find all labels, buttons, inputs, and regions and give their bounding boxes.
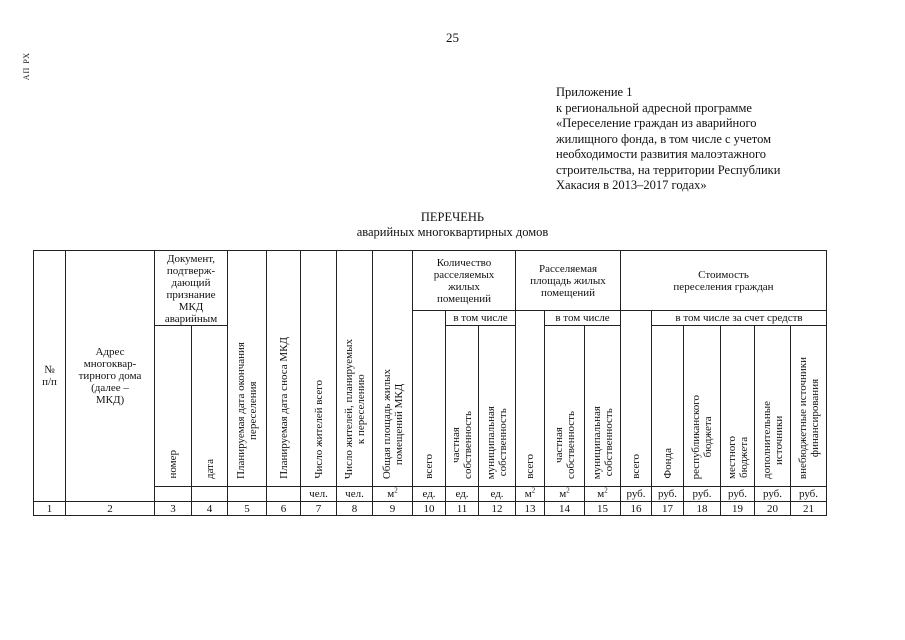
column-number: 3 [155,502,192,516]
column-number: 10 [413,502,446,516]
column-number: 11 [446,502,479,516]
page-number: 25 [446,30,459,45]
unit-count-total: ед. [413,487,446,502]
column-number: 1 [34,502,66,516]
column-number: 21 [791,502,827,516]
column-number: 16 [621,502,652,516]
column-number-row [34,502,827,516]
header-area-group: Расселяемая площадь жилых помещений [516,251,621,311]
unit-cost-offbudget: руб. [791,487,827,502]
title-main: ПЕРЕЧЕНЬ [420,210,485,224]
column-number: 2 [66,502,155,516]
appendix-line: «Переселение граждан из аварийного [556,116,757,130]
header-doc-date: дата [192,326,228,487]
unit-count-private: ед. [446,487,479,502]
header-cost-local: местного бюджета [721,326,755,487]
unit-planned-residents: чел. [337,487,373,502]
column-number: 18 [684,502,721,516]
header-num: № п/п [34,251,66,502]
appendix-line: Приложение 1 [556,85,633,99]
unit-area-total: $м^2$ [516,487,545,502]
header-doc-number: номер [155,326,192,487]
appendix-block [556,85,780,194]
header-count-private: частная собственность [446,326,479,487]
header-area-total: всего [516,311,545,487]
header-cost-additional: дополнительные источники [755,326,791,487]
header-area-municipal: муниципальная собственность [585,326,621,487]
header-cost-republic: республиканского бюджета [684,326,721,487]
header-count-total: всего [413,311,446,487]
column-number: 15 [585,502,621,516]
appendix-line: жилищного фонда, в том числе с учетом [556,131,771,146]
header-document-group: Документ, подтверж- дающий признание МКД аварийным [155,251,228,326]
document-title [0,210,905,240]
dwellings-table [33,250,827,516]
unit-cost-additional: руб. [755,487,791,502]
appendix-line: строительства, на территории Республики [556,162,781,177]
column-number: 5 [228,502,267,516]
unit-area-private: $м^2$ [545,487,585,502]
column-number: 14 [545,502,585,516]
column-number: 8 [337,502,373,516]
header-residents: Число жителей всего [301,251,337,487]
header-count-municipal: муниципальная собственность [479,326,516,487]
column-number: 4 [192,502,228,516]
unit-residents: чел. [301,487,337,502]
column-number: 6 [267,502,301,516]
column-number: 17 [652,502,684,516]
header-living-area: Общая площадь жилых помещений МКД [373,251,413,487]
side-mark: АП РХ [22,52,31,81]
header-demolish-date: Планируемая дата сноса МКД [267,251,301,487]
unit-cost-fund: руб. [652,487,684,502]
header-cost-offbudget: внебюджетные источники финансирования [791,326,827,487]
unit-cost-total: руб. [621,487,652,502]
header-cost-fund: Фонда [652,326,684,487]
appendix-line: Хакасия в 2013–2017 годах» [556,178,707,192]
unit-cost-local: руб. [721,487,755,502]
column-number: 9 [373,502,413,516]
header-cost-including: в том числе за счет средств [652,311,827,326]
column-number: 7 [301,502,337,516]
unit-empty [267,487,301,502]
unit-empty [228,487,267,502]
header-area-private: частная собственность [545,326,585,487]
unit-empty [192,487,228,502]
column-number: 12 [479,502,516,516]
header-address: Адрес многоквар- тирного дома (далее – МКД) [66,251,155,502]
header-area-including: в том числе [545,311,621,326]
header-planned-residents: Число жителей, планируемых к переселению [337,251,373,487]
unit-cost-republic: руб. [684,487,721,502]
column-number: 19 [721,502,755,516]
appendix-line: необходимости развития малоэтажного [556,147,767,161]
header-count-including: в том числе [446,311,516,326]
title-sub: аварийных многоквартирных домов [356,225,549,239]
unit-area-municipal: $м^2$ [585,487,621,502]
column-number: 13 [516,502,545,516]
header-resettle-date: Планируемая дата окончания переселения [228,251,267,487]
unit-empty [155,487,192,502]
unit-living-area: $м^2$ [373,487,413,502]
unit-count-municipal: ед. [479,487,516,502]
appendix-line: к региональной адресной программе [556,100,752,115]
header-cost-total: всего [621,311,652,487]
header-cost-group: Стоимость переселения граждан [621,251,827,311]
header-count-group: Количество расселяемых жилых помещений [413,251,516,311]
column-number: 20 [755,502,791,516]
